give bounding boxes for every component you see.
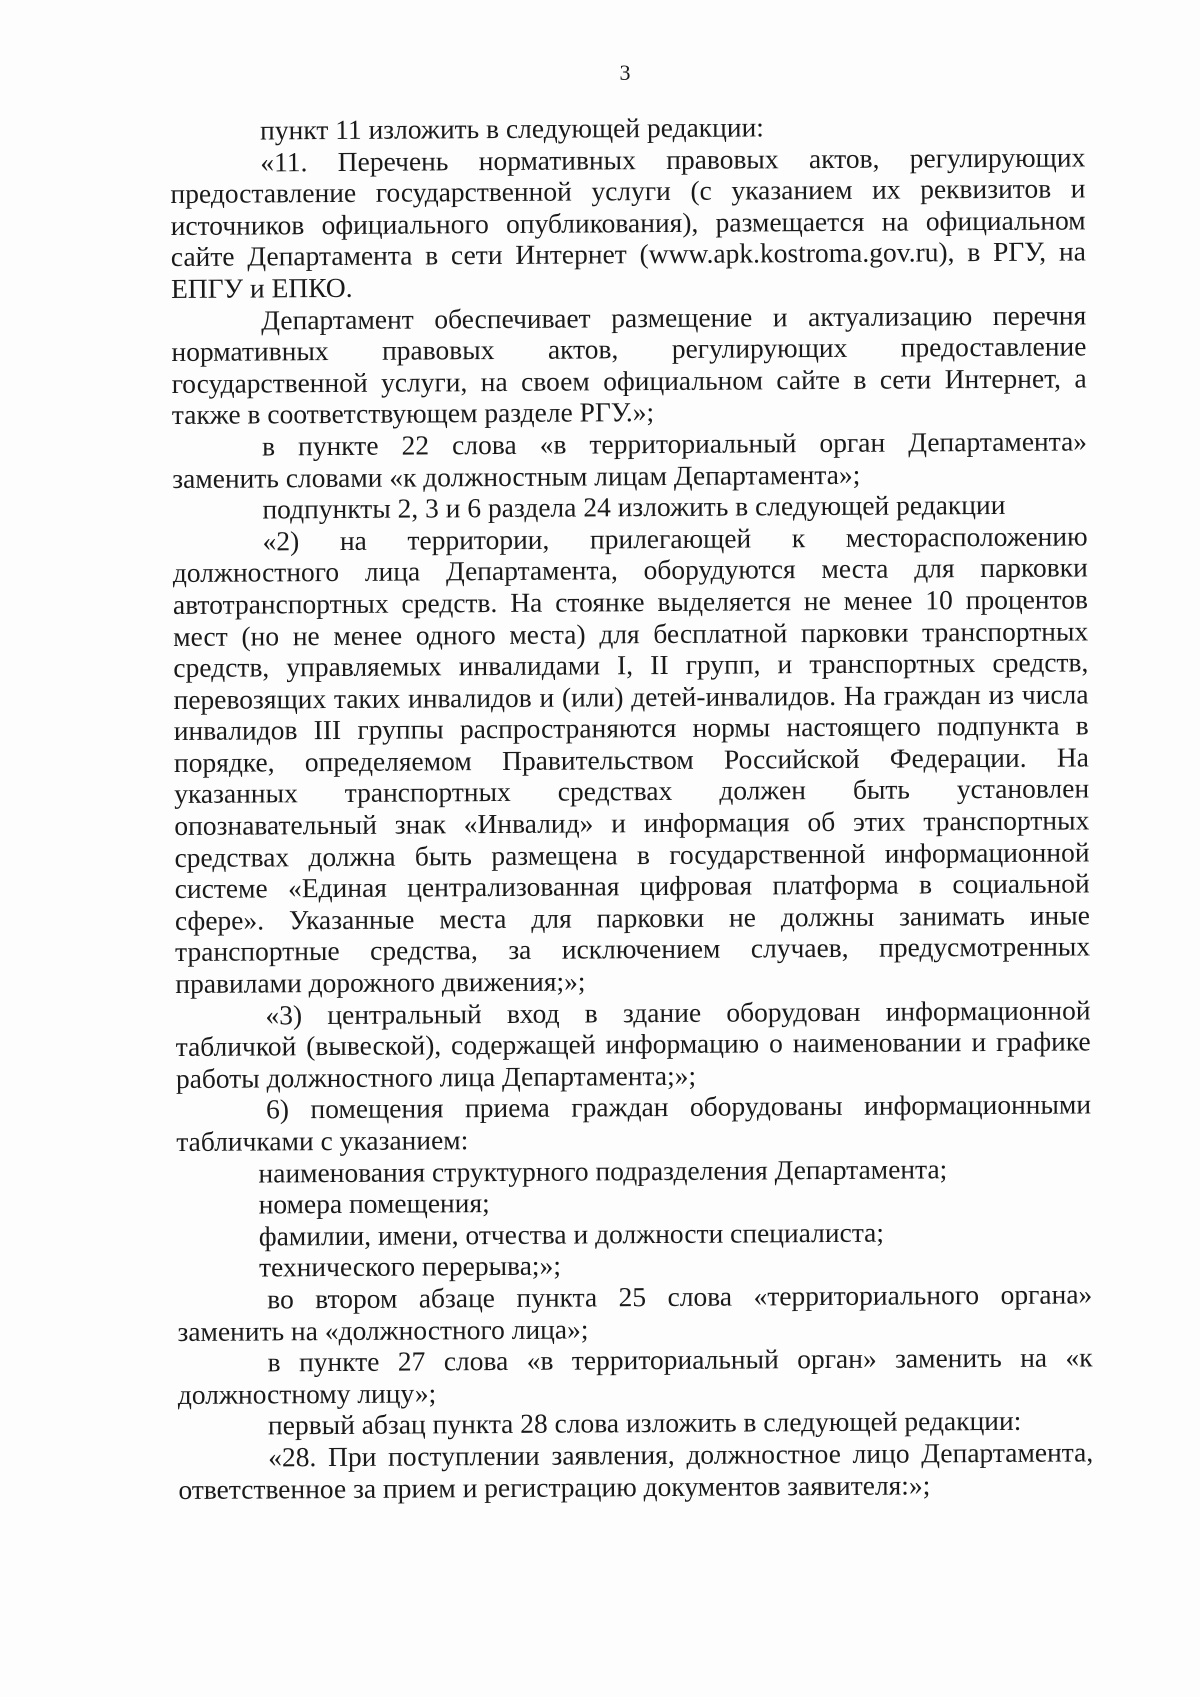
paragraph-item-11: «11. Перечень нормативных правовых актов, регулирующих предоставление государственной услуги (с указанием их реквизитов и источников официального опубликования), размещается на официальном сайте Департамента в сети Интернет (www.apk.kostroma.gov.ru), в РГУ, на ЕПГУ и ЕПКО. xyxy=(170,141,1086,304)
paragraph-item-28-intro: первый абзац пункта 28 слова изложить в следующей редакции: xyxy=(267,1405,1022,1441)
paragraph-item-11-intro: пункт 11 изложить в следующей редакции: xyxy=(259,111,764,146)
document-body xyxy=(170,109,1093,1505)
paragraph-item-25: во втором абзаце пункта 25 слова «территориального органа» заменить на «должностного лица»; xyxy=(177,1278,1093,1347)
paragraph-subitem-6: 6) помещения приема граждан оборудованы информационными табличками с указанием: xyxy=(176,1088,1092,1157)
paragraph-item-27: в пункте 27 слова «в территориальный орган» заменить на «к должностному лицу»; xyxy=(177,1341,1093,1410)
paragraph-subitem-2: «2) на территории, прилегающей к месторасположению должностного лица Департамента, оборудуются места для парковки автотранспортных средств. На стоянке выделяется не менее 10 процентов мест (но не менее одного места) для бесплатной парковки транспортных средств, управляемых инвалидами I, II групп, и транспортных средств, перевозящих таких инвалидов и (или) детей-инвалидов. На граждан из числа инвалидов III группы распространяются нормы настоящего подпункта в порядке, определяемом Правительством Российской Федерации. На указанных транспортных средствах должен быть установлен опознавательный знак «Инвалид» и информация об этих транспортных средствах должна быть размещена в государственной информационной системе «Единая централизованная цифровая платформа в социальной сфере». Указанные места для парковки не должны занимать иные транспортные средства, за исключением случаев, предусмотренных правилами дорожного движения;»; xyxy=(172,520,1091,1000)
paragraph-item-28: «28. При поступлении заявления, должностное лицо Департамента, ответственное за прием и регистрацию документов заявителя:»; xyxy=(178,1436,1094,1505)
list-item: технического перерыва;»; xyxy=(258,1250,562,1283)
list-item: номера помещения; xyxy=(258,1187,490,1220)
paragraph-subitem-3: «3) центральный вход в здание оборудован информационной табличкой (вывеской), содержащей информацию о наименовании и графике работы должностного лица Департамента;»; xyxy=(175,994,1091,1094)
paragraph-department-duty: Департамент обеспечивает размещение и актуализацию перечня нормативных правовых актов, регулирующих предоставление государственной услуги, на своем официальном сайте в сети Интернет, а также в соответствующем разделе РГУ.»; xyxy=(171,298,1087,431)
page-number: 3 xyxy=(619,60,631,85)
paragraph-item-22: в пункте 22 слова «в территориальный орган Департамента» заменить словами «к должностным лицам Департамента»; xyxy=(172,425,1088,494)
list-item: фамилии, имени, отчества и должности специалиста; xyxy=(258,1216,885,1252)
list-item: наименования структурного подразделения Департамента; xyxy=(258,1152,948,1189)
paragraph-section-24-intro: подпункты 2, 3 и 6 раздела 24 изложить в следующей редакции xyxy=(262,489,1006,525)
